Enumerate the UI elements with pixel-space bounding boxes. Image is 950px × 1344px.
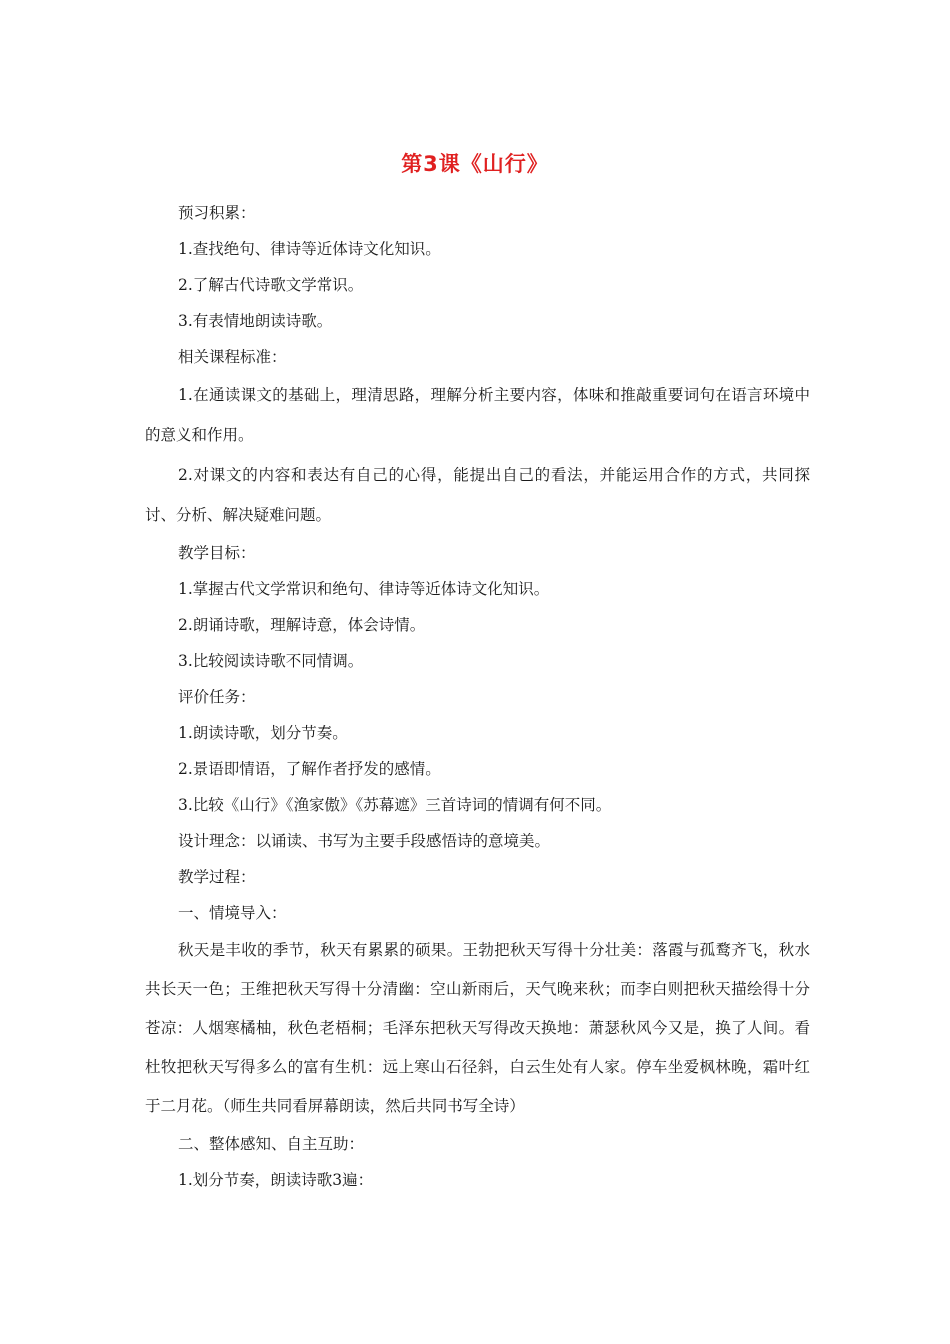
preview-item-1: 1.查找绝句、律诗等近体诗文化知识。 xyxy=(178,240,441,258)
standards-item-1: 1.在通读课文的基础上，理清思路，理解分析主要内容，体味和推敲重要词句在语言环境中的意义和作用。 xyxy=(145,386,810,444)
standards-item-2: 2.对课文的内容和表达有自己的心得，能提出自己的看法，并能运用合作的方式，共同探讨、分析、解决疑难问题。 xyxy=(145,466,810,524)
evaluation-item-2: 2.景语即情语，了解作者抒发的感情。 xyxy=(178,760,441,778)
preview-item-3: 3.有表情地朗读诗歌。 xyxy=(178,312,333,330)
lesson-title: 第3课《山行》 xyxy=(401,152,549,176)
evaluation-item-3: 3.比较《山行》《渔家傲》《苏幕遮》三首诗词的情调有何不同。 xyxy=(178,796,612,814)
objectives-item-3: 3.比较阅读诗歌不同情调。 xyxy=(178,652,364,670)
design-concept: 设计理念：以诵读、书写为主要手段感悟诗的意境美。 xyxy=(178,832,551,850)
objectives-item-1: 1.掌握古代文学常识和绝句、律诗等近体诗文化知识。 xyxy=(178,580,550,598)
section-label-evaluation: 评价任务： xyxy=(178,688,256,706)
section-label-objectives: 教学目标： xyxy=(178,544,256,562)
step2-item-1: 1.划分节奏，朗读诗歌3遍： xyxy=(178,1171,374,1189)
step2-label: 二、整体感知、自主互助： xyxy=(178,1135,365,1153)
step1-text: 秋天是丰收的季节，秋天有累累的硕果。王勃把秋天写得十分壮美：落霞与孤鹜齐飞，秋水共长天一色；王维把秋天写得十分清幽：空山新雨后，天气晚来秋；而李白则把秋天描绘得十分苍凉：人烟寒橘柚，秋色老梧桐；毛泽东把秋天写得改天换地：萧瑟秋风今又是，换了人间。看杜牧把秋天写得多么的富有生机：远上寒山石径斜，白云生处有人家。停车坐爱枫林晚，霜叶红于二月花。（师生共同看屏幕朗读，然后共同书写全诗） xyxy=(145,941,810,1115)
section-label-preview: 预习积累： xyxy=(178,204,256,222)
preview-item-2: 2.了解古代诗歌文学常识。 xyxy=(178,276,364,294)
step1-label: 一、情境导入： xyxy=(178,904,287,922)
objectives-item-2: 2.朗诵诗歌，理解诗意，体会诗情。 xyxy=(178,616,426,634)
document-body xyxy=(145,195,810,1198)
section-label-standards: 相关课程标准： xyxy=(178,348,287,366)
process-label: 教学过程： xyxy=(178,868,256,886)
evaluation-item-1: 1.朗读诗歌，划分节奏。 xyxy=(178,724,348,742)
